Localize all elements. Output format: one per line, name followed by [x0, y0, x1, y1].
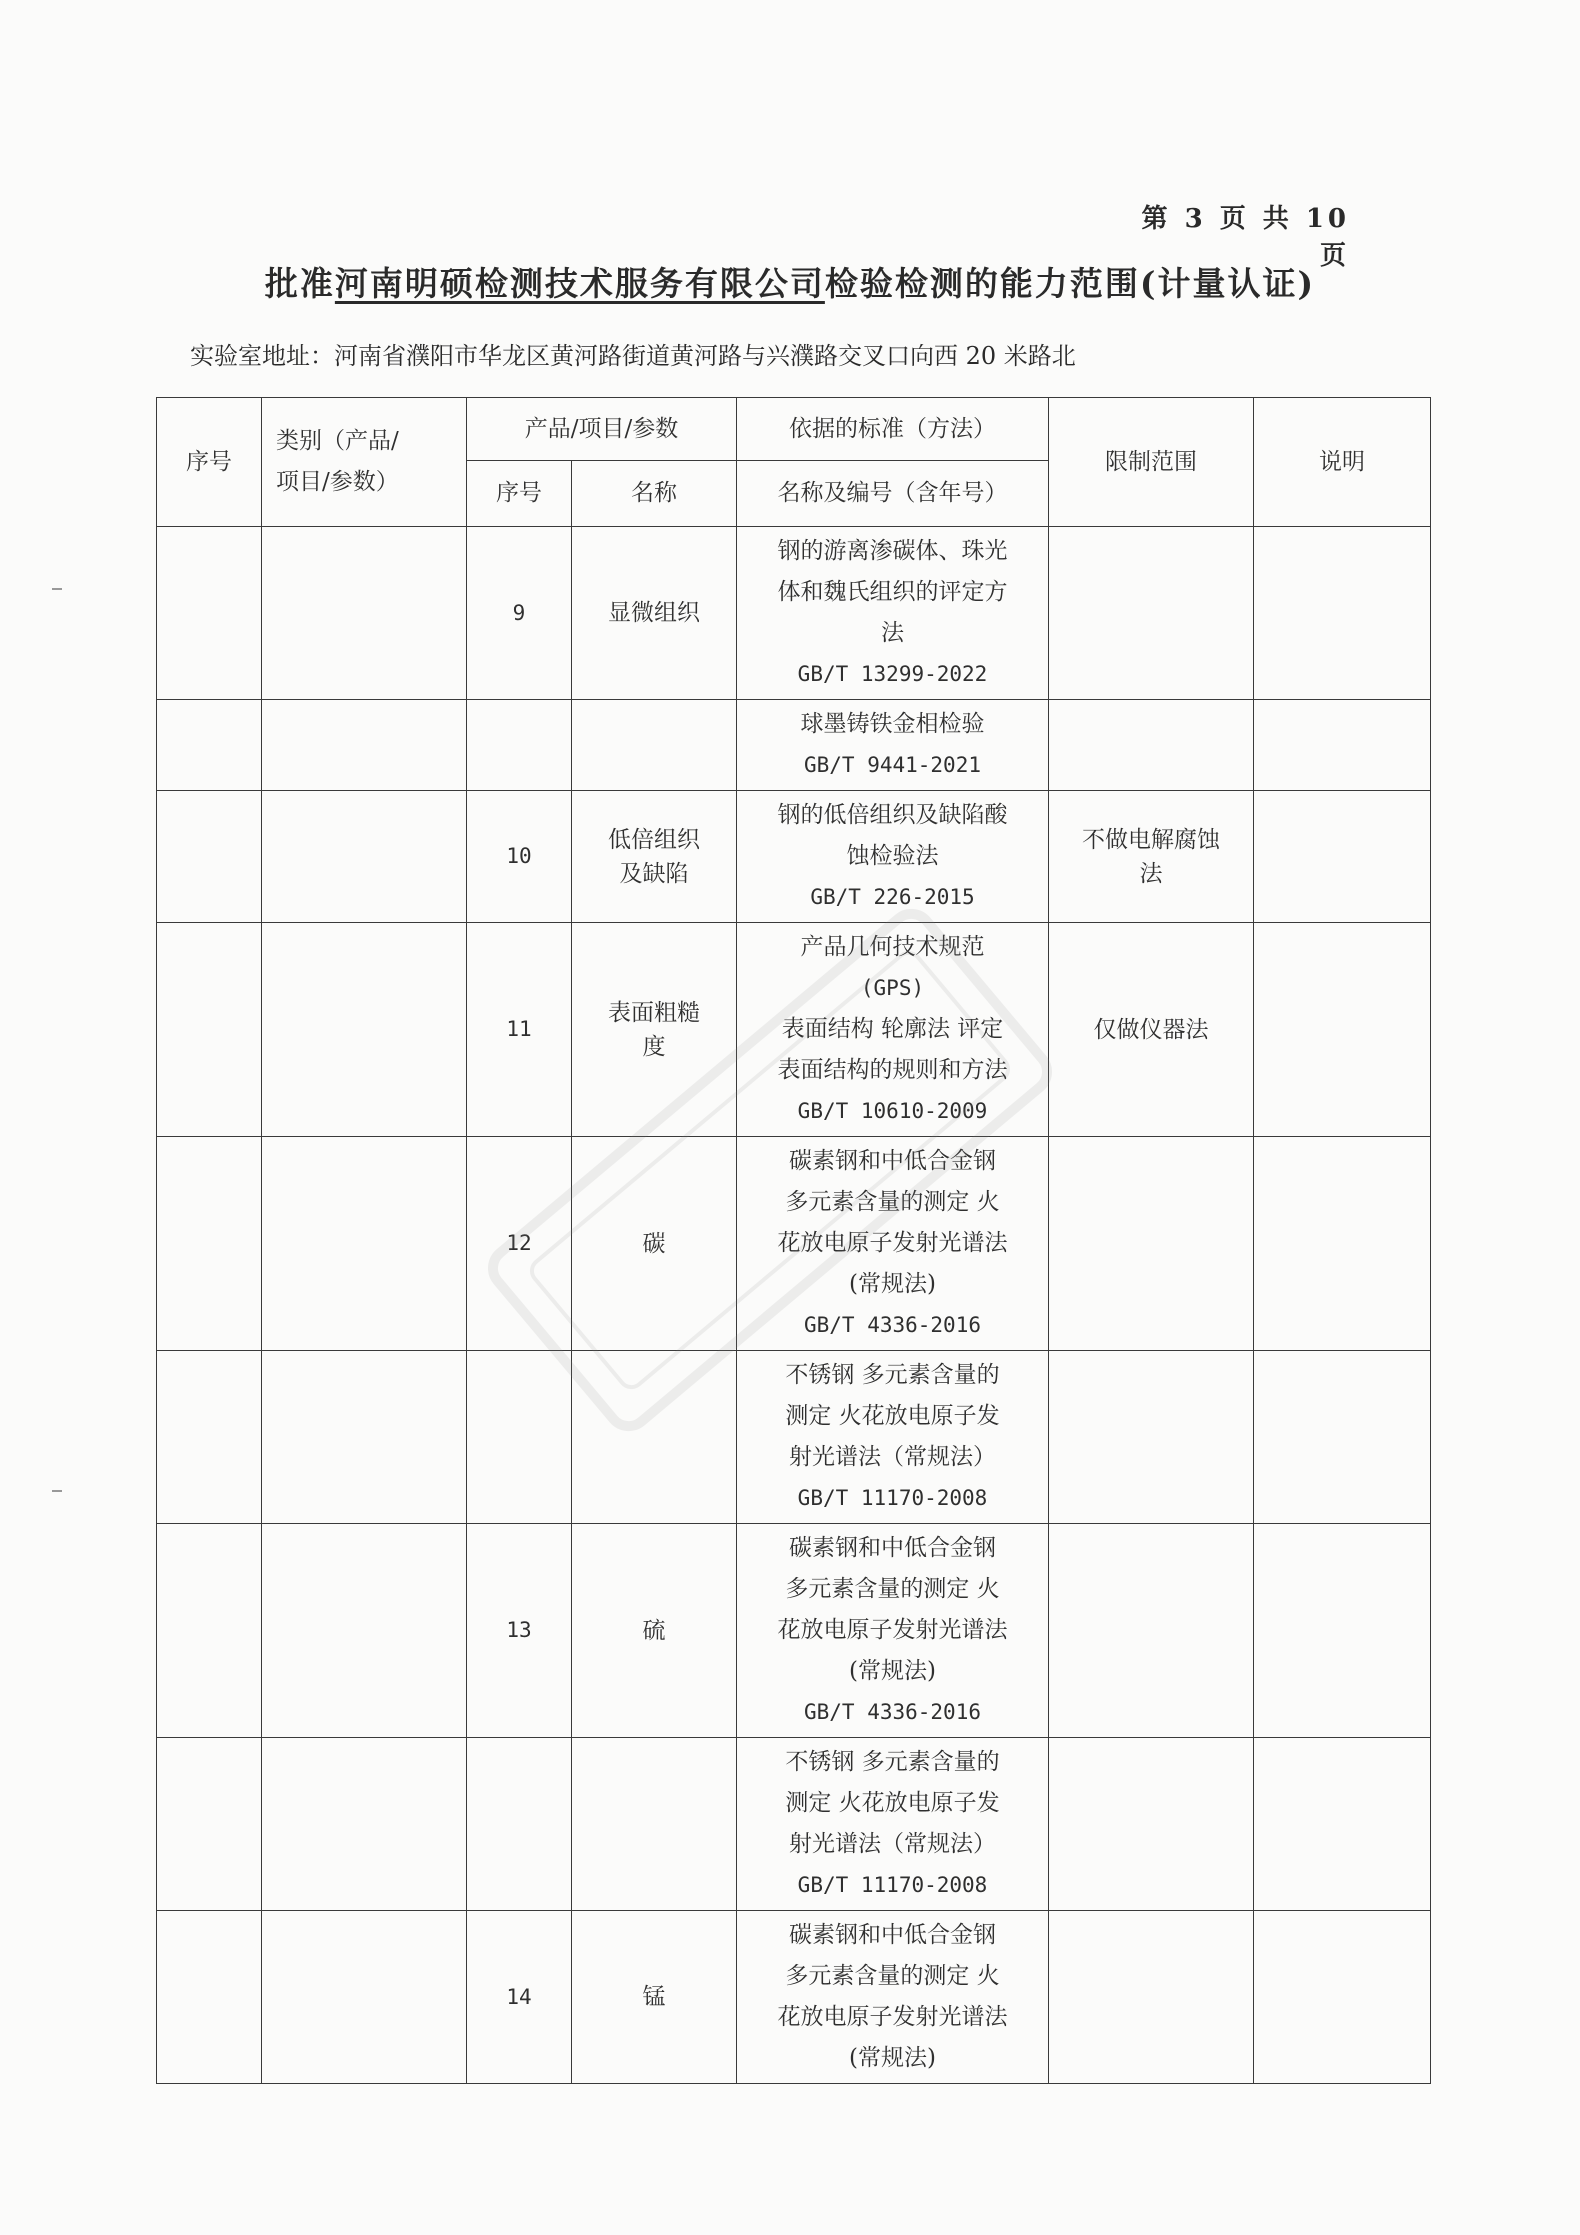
row-category: [262, 1524, 467, 1738]
row-note: [1254, 1351, 1431, 1524]
row-item-number: 14: [467, 1911, 572, 2084]
header-category-line2: 项目/参数）: [276, 469, 399, 495]
standard-line: GB/T 13299-2022: [797, 662, 988, 686]
row-item-number: 10: [467, 791, 572, 923]
row-category: [262, 791, 467, 923]
row-limit: [1049, 527, 1254, 700]
standard-line: GB/T 4336-2016: [803, 1313, 981, 1337]
row-item-name: [572, 700, 737, 791]
standard-line: 碳素钢和中低合金钢: [789, 1535, 996, 1561]
row-category: [262, 1911, 467, 2084]
row-limit: [1049, 1351, 1254, 1524]
row-limit: [1049, 1738, 1254, 1911]
header-product-seq: 序号: [467, 461, 572, 527]
row-item-name: [572, 1351, 737, 1524]
standard-line: 测定 火花放电原子发: [785, 1403, 1000, 1429]
margin-mark: [52, 1490, 62, 1492]
standard-line: 表面结构的规则和方法: [777, 1057, 1008, 1083]
header-standard-sub: 名称及编号（含年号）: [737, 461, 1049, 527]
row-item-name: [572, 1137, 737, 1351]
standard-line: 钢的游离渗碳体、珠光: [777, 538, 1008, 564]
row-limit: [1049, 1524, 1254, 1738]
standard-line: GB/T 9441-2021: [803, 753, 981, 777]
table-row: [157, 1351, 1431, 1524]
row-item-number: 13: [467, 1524, 572, 1738]
header-product-group: 产品/项目/参数: [467, 398, 737, 461]
row-seq: [157, 1738, 262, 1911]
table-row: [157, 1524, 1431, 1738]
standard-line: 法: [881, 620, 904, 646]
row-item-name-text: 低倍组织及缺陷: [608, 826, 700, 887]
row-standard: [737, 527, 1049, 700]
standard-line: 不锈钢 多元素含量的: [785, 1362, 1000, 1388]
row-limit-text: 仅做仪器法: [1093, 1016, 1209, 1043]
row-item-number: 12: [467, 1137, 572, 1351]
row-category: [262, 700, 467, 791]
row-item-name: [572, 1524, 737, 1738]
standard-line: 球墨铸铁金相检验: [800, 711, 985, 737]
standard-line: (GPS): [860, 976, 925, 1000]
standard-line: (常规法): [849, 2045, 936, 2071]
standard-line: GB/T 4336-2016: [803, 1700, 981, 1724]
row-seq: [157, 1137, 262, 1351]
header-seq: 序号: [157, 398, 262, 527]
header-standard-group: 依据的标准（方法）: [737, 398, 1049, 461]
table-row: [157, 1911, 1431, 2084]
row-category: [262, 527, 467, 700]
row-note: [1254, 791, 1431, 923]
row-seq: [157, 1351, 262, 1524]
standard-line: (常规法): [849, 1658, 936, 1684]
standard-line: 表面结构 轮廓法 评定: [781, 1016, 1004, 1042]
row-item-name: [572, 1738, 737, 1911]
row-note: [1254, 527, 1431, 700]
row-note: [1254, 1137, 1431, 1351]
document-title: [150, 258, 1430, 305]
row-standard: [737, 923, 1049, 1137]
row-item-name: [572, 527, 737, 700]
standard-line: 测定 火花放电原子发: [785, 1790, 1000, 1816]
row-seq: [157, 700, 262, 791]
page-number: 第 3 页 共 10 页: [1141, 204, 1350, 271]
standard-line: 钢的低倍组织及缺陷酸: [777, 802, 1008, 828]
table-row: [157, 700, 1431, 791]
row-category: [262, 923, 467, 1137]
table-row: [157, 791, 1431, 923]
standard-line: 体和魏氏组织的评定方: [777, 579, 1008, 605]
standard-line: (常规法): [849, 1271, 936, 1297]
table-body: [157, 527, 1431, 2084]
row-limit-text: 不做电解腐蚀法: [1082, 826, 1220, 887]
standard-line: 花放电原子发射光谱法: [777, 1617, 1008, 1643]
standard-line: 多元素含量的测定 火: [785, 1963, 1000, 1989]
row-seq: [157, 1911, 262, 2084]
table-row: [157, 527, 1431, 700]
row-item-name-text: 表面粗糙度: [608, 999, 700, 1060]
table-row: [157, 1738, 1431, 1911]
standard-line: GB/T 11170-2008: [797, 1873, 988, 1897]
row-seq: [157, 923, 262, 1137]
row-limit: [1049, 700, 1254, 791]
capability-table: [156, 397, 1431, 2084]
row-item-name-text: 锰: [642, 1984, 666, 2010]
row-standard: [737, 1738, 1049, 1911]
header-product-name: 名称: [572, 461, 737, 527]
row-item-number: [467, 700, 572, 791]
row-seq: [157, 1524, 262, 1738]
table-row: [157, 1137, 1431, 1351]
title-prefix: 批准: [264, 264, 335, 303]
standard-line: GB/T 11170-2008: [797, 1486, 988, 1510]
row-limit: [1049, 923, 1254, 1137]
row-item-name-text: 硫: [642, 1617, 666, 1644]
title-suffix: 检验检测的能力范围(计量认证): [824, 264, 1316, 303]
row-limit: [1049, 1911, 1254, 2084]
row-item-name: [572, 791, 737, 923]
row-standard: [737, 700, 1049, 791]
standard-line: 多元素含量的测定 火: [785, 1576, 1000, 1602]
standard-line: 射光谱法（常规法）: [789, 1831, 996, 1857]
row-standard: [737, 1911, 1049, 2084]
row-item-name: [572, 923, 737, 1137]
row-category: [262, 1738, 467, 1911]
standard-line: 花放电原子发射光谱法: [777, 2004, 1008, 2030]
row-item-name-text: 显微组织: [608, 600, 700, 626]
standard-line: 碳素钢和中低合金钢: [789, 1148, 996, 1174]
lab-address: 实验室地址：河南省濮阳市华龙区黄河路街道黄河路与兴濮路交叉口向西 20 米路北: [190, 342, 1076, 370]
standard-line: 花放电原子发射光谱法: [777, 1230, 1008, 1256]
header-note: 说明: [1254, 398, 1431, 527]
standard-line: 不锈钢 多元素含量的: [785, 1749, 1000, 1775]
row-note: [1254, 1524, 1431, 1738]
header-category: [262, 398, 467, 527]
row-standard: [737, 1351, 1049, 1524]
standard-line: 产品几何技术规范: [800, 934, 985, 960]
standard-line: GB/T 10610-2009: [797, 1099, 988, 1123]
row-note: [1254, 1911, 1431, 2084]
row-note: [1254, 923, 1431, 1137]
row-standard: [737, 1137, 1049, 1351]
header-category-line1: 类别（产品/: [276, 428, 399, 454]
standard-line: 多元素含量的测定 火: [785, 1189, 1000, 1215]
row-item-number: [467, 1351, 572, 1524]
row-seq: [157, 527, 262, 700]
standard-line: 蚀检验法: [846, 843, 939, 869]
row-limit: [1049, 791, 1254, 923]
standard-line: 碳素钢和中低合金钢: [789, 1922, 996, 1948]
row-item-name: [572, 1911, 737, 2084]
row-item-number: 11: [467, 923, 572, 1137]
table-row: [157, 923, 1431, 1137]
row-note: [1254, 700, 1431, 791]
margin-mark: [52, 588, 62, 590]
row-item-name-text: 碳: [642, 1230, 666, 1257]
standard-line: 射光谱法（常规法）: [789, 1444, 996, 1470]
row-note: [1254, 1738, 1431, 1911]
row-standard: [737, 791, 1049, 923]
title-company: 河南明硕检测技术服务有限公司: [334, 264, 825, 303]
row-category: [262, 1351, 467, 1524]
row-standard: [737, 1524, 1049, 1738]
standard-line: GB/T 226-2015: [810, 885, 975, 909]
row-item-number: [467, 1738, 572, 1911]
header-limit: 限制范围: [1049, 398, 1254, 527]
row-limit: [1049, 1137, 1254, 1351]
row-category: [262, 1137, 467, 1351]
row-item-number: 9: [467, 527, 572, 700]
row-seq: [157, 791, 262, 923]
